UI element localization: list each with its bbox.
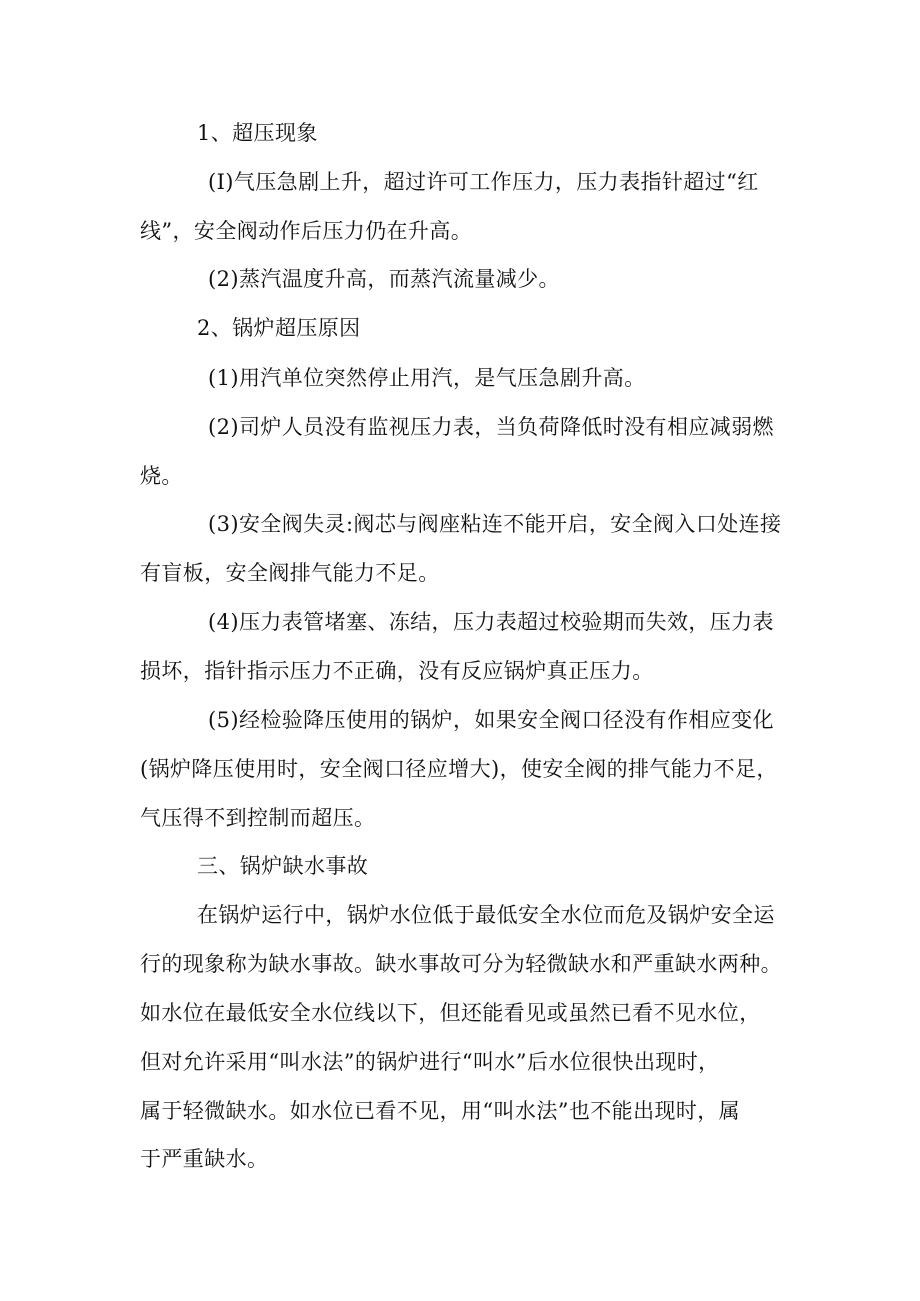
section-heading-low-water: 三、锅炉缺水事故: [197, 854, 369, 878]
paragraph-line: 在锅炉运行中，锅炉水位低于最低安全水位而危及锅炉安全运: [197, 903, 775, 927]
paragraph-line: (2)蒸汽温度升高，而蒸汽流量减少。: [208, 267, 560, 291]
paragraph-line: (I)气压急剧上升，超过许可工作压力，压力表指针超过“红: [208, 170, 759, 194]
paragraph-line: 损坏，指针指示压力不正确，没有反应锅炉真正压力。: [140, 659, 654, 683]
paragraph-line: 行的现象称为缺水事故。缺水事故可分为轻微缺水和严重缺水两种。: [140, 952, 782, 976]
paragraph-line: (1)用汽单位突然停止用汽，是气压急剧升高。: [208, 366, 646, 390]
paragraph-line: 线”，安全阀动作后压力仍在升高。: [140, 219, 473, 243]
paragraph-line: 属于轻微缺水。如水位已看不见，用“叫水法”也不能出现时，属: [140, 1099, 741, 1123]
section-heading-overpressure-causes: 2、锅炉超压原因: [197, 316, 361, 340]
paragraph-line: 烧。: [140, 464, 183, 488]
paragraph-line: 有盲板，安全阀排气能力不足。: [140, 561, 440, 585]
paragraph-line: (5)经检验降压使用的锅炉，如果安全阀口径没有作相应变化: [208, 708, 774, 732]
paragraph-line: 气压得不到控制而超压。: [140, 806, 376, 830]
section-heading-overpressure-phenomena: 1、超压现象: [197, 121, 318, 145]
paragraph-line: (2)司炉人员没有监视压力表，当负荷降低时没有相应减弱燃: [208, 415, 774, 439]
paragraph-line: (锅炉降压使用时，安全阀口径应增大)，使安全阀的排气能力不足，: [140, 757, 778, 781]
paragraph-line: 如水位在最低安全水位线以下，但还能看见或虽然已看不见水位，: [140, 1001, 761, 1025]
paragraph-line: (4)压力表管堵塞、冻结，压力表超过校验期而失效，压力表: [208, 610, 774, 634]
paragraph-line: (3)安全阀失灵:阀芯与阀座粘连不能开启，安全阀入口处连接: [208, 512, 782, 536]
paragraph-line: 但对允许采用“叫水法”的锅炉进行“叫水”后水位很快出现时，: [140, 1050, 720, 1074]
paragraph-line: 于严重缺水。: [140, 1147, 269, 1171]
